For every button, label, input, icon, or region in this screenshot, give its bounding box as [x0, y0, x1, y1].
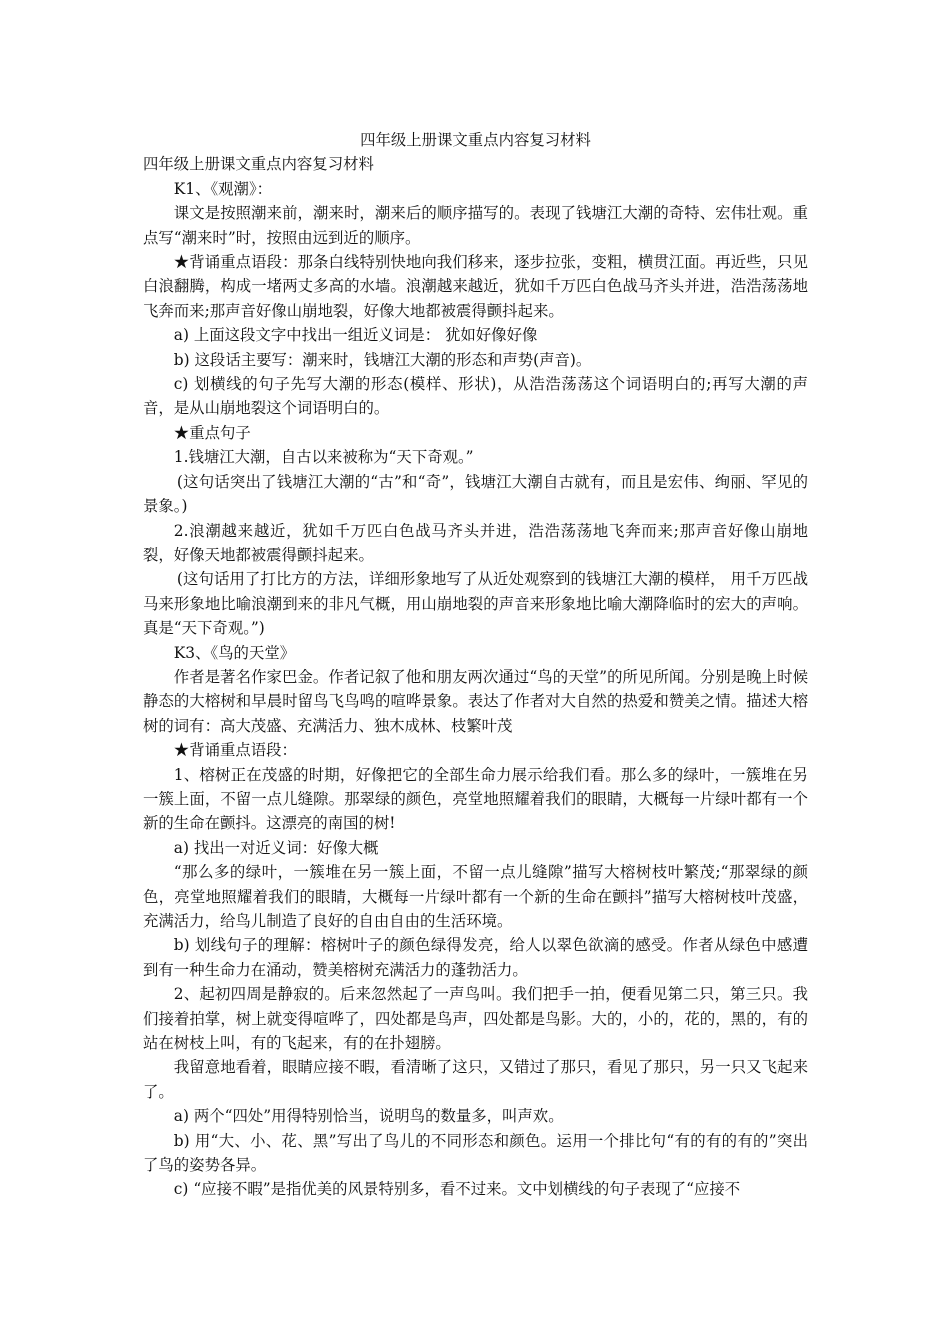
subheading-key-sentences: ★重点句子 [173, 423, 251, 442]
paragraph: 2.浪潮越来越近，犹如千万匹白色战马齐头并进，浩浩荡荡地飞奔而来;那声音好像山崩地裂，好像天地都被震得颤抖起来。 [143, 521, 808, 564]
question-item: a) 两个“四处”用得特别恰当，说明鸟的数量多，叫声欢。 [173, 1107, 564, 1126]
question-item: c) 划横线的句子先写大潮的形态(模样、形状)，从浩浩荡荡这个词语明白的;再写大潮的声音，是从山崩地裂这个词语明白的。 [143, 375, 808, 418]
question-item: b) 划线句子的理解：榕树叶子的颜色绿得发亮，给人以翠色欲滴的感受。作者从绿色中感遭到有一种生命力在涌动，赞美榕树充满活力的蓬勃活力。 [143, 936, 808, 979]
question-item: c) “应接不暇”是指优美的风景特别多，看不过来。文中划横线的句子表现了“应接不 [173, 1180, 741, 1199]
paragraph: 1.钱塘江大潮，自古以来被称为“天下奇观。” [173, 448, 474, 467]
question-item: a) 找出一对近义词：好像大概 [173, 838, 379, 857]
section-heading-guanchao: K1、《观潮》： [173, 179, 273, 198]
document-subtitle: 四年级上册课文重点内容复习材料 [143, 155, 374, 174]
paragraph: 课文是按照潮来前，潮来时，潮来后的顺序描写的。表现了钱塘江大潮的奇特、宏伟壮观。重点写“潮来时”时，按照由远到近的顺序。 [143, 204, 808, 247]
document-title: 四年级上册课文重点内容复习材料 [360, 131, 591, 149]
paragraph: ★背诵重点语段：那条白线特别快地向我们移来，逐步拉张，变粗，横贯江面。再近些，只见白浪翻腾，构成一堵两丈多高的水墙。浪潮越来越近，犹如千万匹白色战马齐头并进，浩浩荡荡地飞奔而来;那声音好像山崩地裂，好像大地都被震得颤抖起来。 [143, 253, 808, 320]
paragraph: (这句话用了打比方的方法，详细形象地写了从近处观察到的钱塘江大潮的模样， 用千万匹战马来形象地比喻浪潮到来的非凡气概，用山崩地裂的声音来形象地比喻大潮降临时的宏大的声响。真是“天下奇观。”) [143, 570, 808, 638]
paragraph: 作者是著名作家巴金。作者记叙了他和朋友两次通过“鸟的天堂”的所见所闻。分别是晚上时候静态的大榕树和早晨时留鸟飞鸟鸣的喧哗景象。表达了作者对大自然的热爱和赞美之情。描述大榕树的词有：高大茂盛、充满活力、独木成林、枝繁叶茂 [143, 667, 808, 735]
paragraph: “那么多的绿叶，一簇堆在另一簇上面，不留一点儿缝隙”描写大榕树枝叶繁茂;“那翠绿的颜色，亮堂地照耀着我们的眼睛，大概每一片绿叶都有一个新的生命在颤抖”描写大榕树枝叶茂盛，充满活力，给鸟儿制造了良好的自由自由的生活环境。 [143, 863, 808, 930]
subheading-recitation: ★背诵重点语段： [173, 741, 297, 760]
question-item: b) 用“大、小、花、黑”写出了鸟儿的不同形态和颜色。运用一个排比句“有的有的有的”突出了鸟的姿势各异。 [143, 1131, 808, 1175]
paragraph: 2、起初四周是静寂的。后来忽然起了一声鸟叫。我们把手一拍，便看见第二只，第三只。我们接着拍掌，树上就变得喧哗了，四处都是鸟声，四处都是鸟影。大的，小的，花的，黑的，有的站在树枝上叫，有的飞起来，有的在扑翅膀。 [143, 985, 808, 1053]
paragraph: 1、榕树正在茂盛的时期，好像把它的全部生命力展示给我们看。那么多的绿叶，一簇堆在另一簇上面，不留一点儿缝隙。那翠绿的颜色，亮堂地照耀着我们的眼睛，大概每一片绿叶都有一个新的生命在颤抖。这漂亮的南国的树! [143, 765, 808, 833]
document-page [143, 128, 808, 1202]
question-item: b) 这段话主要写：潮来时，钱塘江大潮的形态和声势(声音)。 [173, 350, 592, 369]
paragraph: 我留意地看着，眼睛应接不暇，看清晰了这只，又错过了那只，看见了那只，另一只又飞起来了。 [143, 1058, 808, 1101]
paragraph: (这句话突出了钱塘江大潮的“古”和“奇”，钱塘江大潮自古就有，而且是宏伟、绚丽、罕见的景象。) [143, 472, 808, 516]
section-heading-niaodetiantang: K3、《鸟的天堂》 [173, 643, 296, 662]
question-item: a) 上面这段文字中找出一组近义词是： 犹如好像好像 [173, 326, 538, 345]
